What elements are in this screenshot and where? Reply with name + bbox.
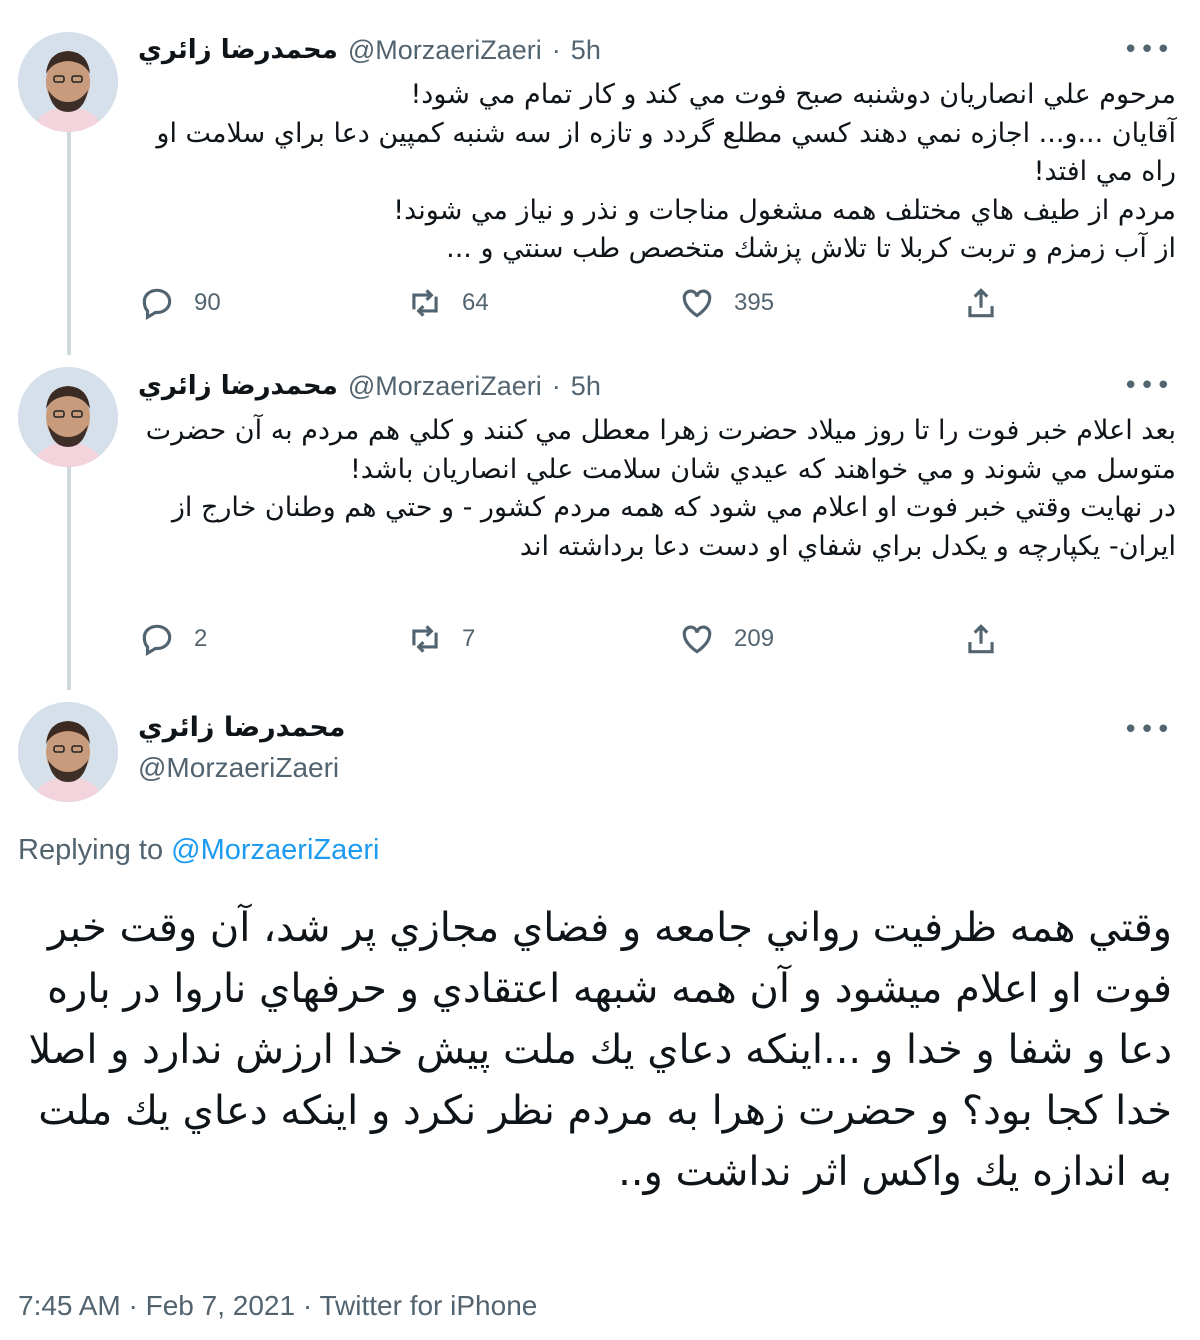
like-count: 209	[734, 625, 775, 652]
separator: ·	[302, 1290, 313, 1321]
tweet-paragraph: مرحوم علي انصاريان دوشنبه صبح فوت مي كند و كار تمام مي شود!	[410, 79, 1176, 110]
tweet-source[interactable]: Twitter for iPhone	[319, 1290, 538, 1321]
like-button[interactable]	[678, 620, 774, 658]
reply-button[interactable]	[138, 620, 207, 658]
avatar-photo	[18, 32, 118, 132]
tweet-footer	[18, 1290, 537, 1322]
author-name[interactable]: محمدرضا زائري	[138, 35, 338, 65]
tweet-time[interactable]: 5h	[570, 370, 601, 401]
retweet-button[interactable]	[406, 620, 475, 658]
retweet-icon	[406, 284, 444, 322]
tweet-timestamp[interactable]: 7:45 AM	[18, 1290, 121, 1321]
tweet-actions	[138, 620, 1018, 670]
replying-to	[18, 834, 379, 867]
share-icon	[962, 284, 1000, 322]
reply-count: 90	[194, 289, 221, 316]
tweet-header	[138, 30, 601, 70]
like-count: 395	[734, 289, 775, 316]
retweet-count: 7	[462, 625, 476, 652]
author-handle[interactable]: @MorzaeriZaeri	[347, 34, 542, 65]
tweet-paragraph: از آب زمزم و تربت كربلا تا تلاش پزشك متخصص طب سنتي و ...	[446, 233, 1176, 265]
more-icon[interactable]: •••	[1122, 715, 1172, 745]
author-handle[interactable]: @MorzaeriZaeri	[138, 752, 340, 783]
avatar-photo	[18, 367, 118, 467]
tweet-text	[138, 412, 1176, 566]
separator: ·	[551, 370, 561, 401]
avatar[interactable]	[18, 367, 118, 467]
replying-label: Replying to	[18, 834, 164, 866]
tweet-paragraph: بعد اعلام خبر فوت را تا روز ميلاد حضرت زهرا معطل مي كنند و كلي هم مردم به آن حضرت متوسل مي شوند و مي خواهند كه عيدي شان سلامت علي انصاريان باشد!	[145, 415, 1176, 485]
author-name[interactable]: محمدرضا زائري	[138, 712, 346, 743]
more-icon[interactable]: •••	[1122, 35, 1172, 65]
reply-count: 2	[194, 625, 208, 652]
share-button[interactable]	[962, 620, 1000, 658]
tweet-actions	[138, 284, 1018, 334]
retweet-icon	[406, 620, 444, 658]
share-button[interactable]	[962, 284, 1000, 322]
retweet-count: 64	[462, 289, 489, 316]
tweet-time[interactable]: 5h	[570, 34, 601, 65]
share-icon	[962, 620, 1000, 658]
tweet-text	[138, 76, 1176, 269]
tweet-header	[138, 366, 601, 406]
avatar-photo	[18, 702, 118, 802]
main-tweet-text: وقتي همه ظرفيت رواني جامعه و فضاي مجازي پر شد، آن وقت خبر فوت او اعلام ميشود و آن همه شبهه اعتقادي و حرفهاي ناروا در باره دعا و شفا و خدا و ...اينكه دعاي يك ملت پيش خدا ارزش ندارد و اصلا خدا كجا بود؟ و حضرت زهرا به مردم نظر نكرد و اينكه دعاي يك ملت به اندازه يك واكس اثر نداشت و..	[28, 905, 1172, 1195]
author-name[interactable]: محمدرضا زائري	[138, 371, 338, 401]
separator: ·	[128, 1290, 138, 1321]
reply-icon	[138, 620, 176, 658]
retweet-button[interactable]	[406, 284, 489, 322]
avatar[interactable]	[18, 702, 118, 802]
tweet-paragraph: مردم از طيف هاي مختلف همه مشغول مناجات و نذر و نياز مي شوند!	[393, 194, 1176, 226]
tweet-paragraph: آقايان ...و... اجازه نمي دهند كسي مطلع گردد و تازه از سه شنبه كمپين دعا براي سلامت او راه مي افتد!	[156, 117, 1176, 188]
reply-icon	[138, 284, 176, 322]
tweet-paragraph: در نهايت وقتي خبر فوت او اعلام مي شود كه همه مردم كشور - و حتي هم وطنان خارج از ايران- يكپارچه و يكدل براي شفاي او دست دعا برداشته اند	[171, 492, 1176, 562]
like-button[interactable]	[678, 284, 774, 322]
like-icon	[678, 284, 716, 322]
author-handle[interactable]: @MorzaeriZaeri	[347, 370, 542, 401]
more-icon[interactable]: •••	[1122, 371, 1172, 401]
replying-mention-link[interactable]: @MorzaeriZaeri	[171, 834, 380, 866]
like-icon	[678, 620, 716, 658]
separator: ·	[551, 34, 561, 65]
reply-button[interactable]	[138, 284, 221, 322]
tweet-date[interactable]: Feb 7, 2021	[145, 1290, 296, 1321]
avatar[interactable]	[18, 32, 118, 132]
thread-connector-line	[67, 130, 71, 355]
thread-connector-line	[67, 465, 71, 690]
